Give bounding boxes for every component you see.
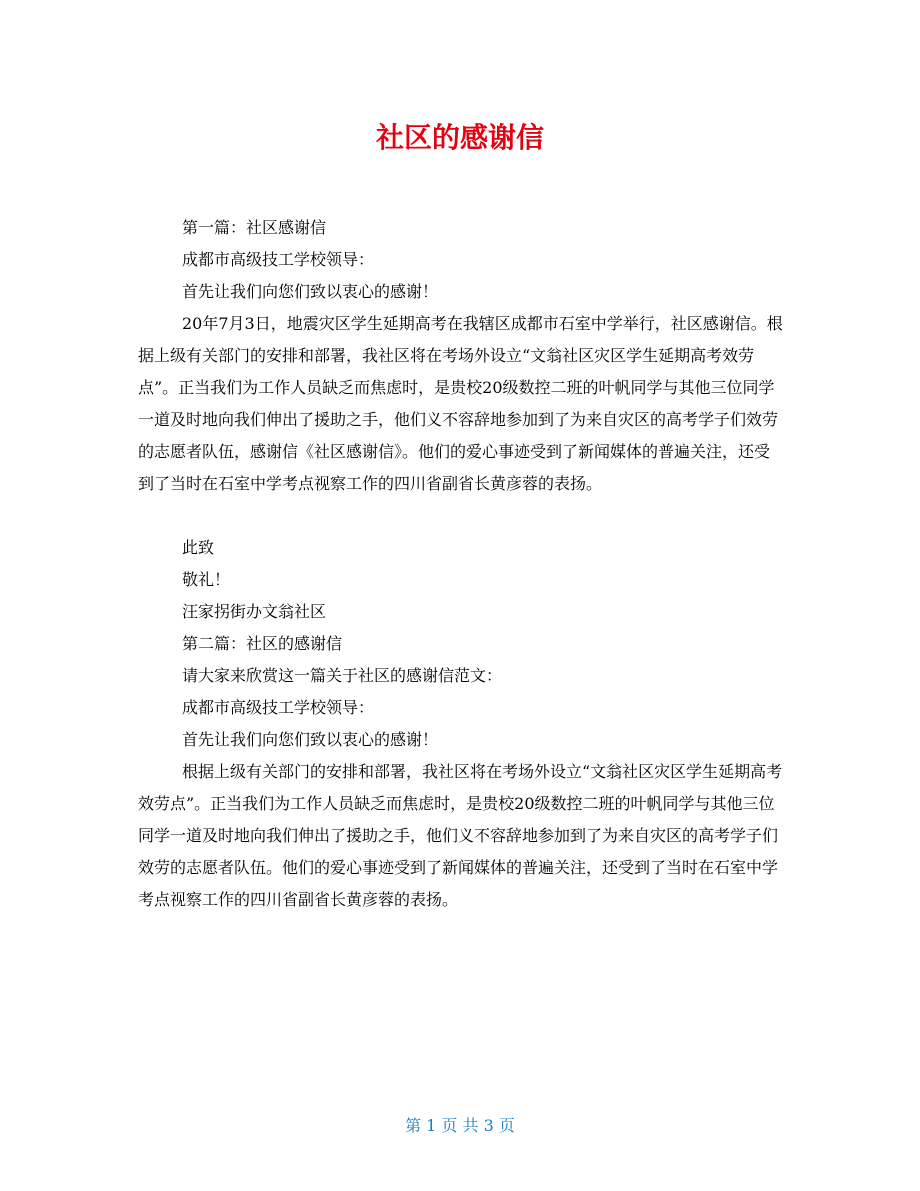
salutation: 成都市高级技工学校领导： bbox=[182, 250, 375, 269]
closing-regards: 敬礼！ bbox=[182, 570, 231, 589]
intro-line: 请大家来欣赏这一篇关于社区的感谢信范文： bbox=[182, 666, 503, 685]
opening-line: 首先让我们向您们致以衷心的感谢！ bbox=[182, 730, 439, 749]
body-paragraph: 20年7月3日，地震灾区学生延期高考在我辖区成都市石室中学举行，社区感谢信。根据上级有关部门的安排和部署，我社区将在考场外设立“文翁社区灾区学生延期高考效劳点”。正当我们为工作人员缺乏而焦虑时，是贵校20级数控二班的叶帆同学与其他三位同学一道及时地向我们伸出了援助之手，他们义不容辞地参加到了为来自灾区的高考学子们效劳的志愿者队伍，感谢信《社区感谢信》。他们的爱心事迹受到了新闻媒体的普遍关注，还受到了当时在石室中学考点视察工作的四川省副省长黄彦蓉的表扬。 bbox=[138, 314, 783, 493]
letter-body bbox=[138, 212, 784, 916]
salutation: 成都市高级技工学校领导： bbox=[182, 698, 375, 717]
page-title: 社区的感谢信 bbox=[375, 121, 544, 154]
blank-line bbox=[138, 500, 784, 532]
closing-line: 此致 bbox=[182, 538, 215, 557]
opening-line: 首先让我们向您们致以衷心的感谢！ bbox=[182, 282, 439, 301]
page-number: 第 1 页 共 3 页 bbox=[405, 1116, 515, 1135]
body-paragraph: 根据上级有关部门的安排和部署，我社区将在考场外设立“文翁社区灾区学生延期高考效劳点”。正当我们为工作人员缺乏而焦虑时，是贵校20级数控二班的叶帆同学与其他三位同学一道及时地向我们伸出了援助之手，他们义不容辞地参加到了为来自灾区的高考学子们效劳的志愿者队伍。他们的爱心事迹受到了新闻媒体的普遍关注，还受到了当时在石室中学考点视察工作的四川省副省长黄彦蓉的表扬。 bbox=[138, 762, 783, 909]
section-heading-2: 第二篇：社区的感谢信 bbox=[182, 634, 343, 653]
signature: 汪家拐街办文翁社区 bbox=[182, 602, 327, 621]
section-heading-1: 第一篇：社区感谢信 bbox=[182, 218, 327, 237]
